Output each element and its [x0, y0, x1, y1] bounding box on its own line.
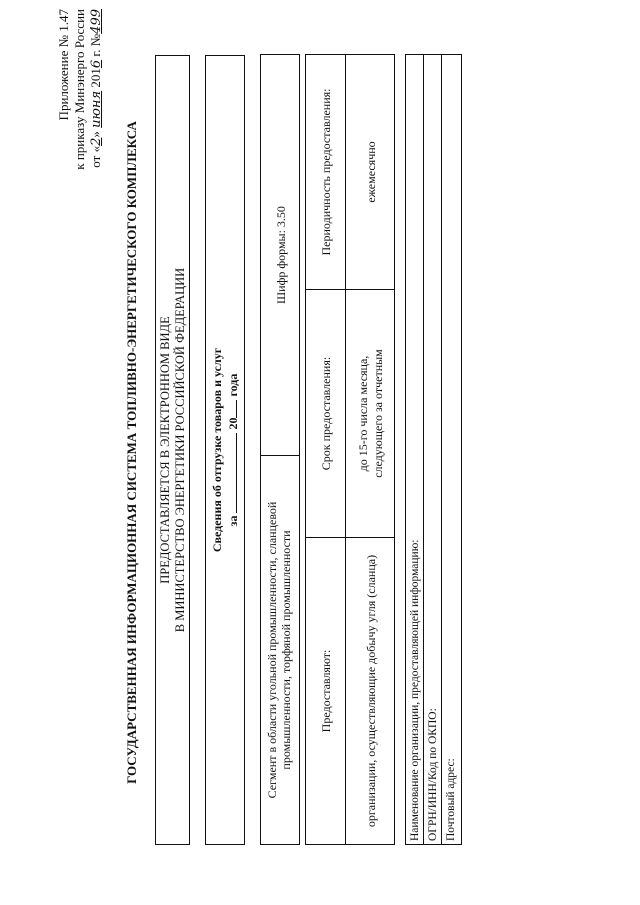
- header-periodicity: Периодичность предоставления:: [305, 54, 345, 290]
- report-title-box: [205, 55, 245, 845]
- postal-address-field: Почтовый адрес:: [445, 758, 457, 841]
- org-codes-field: ОГРН/ИНН/Код по ОКПО:: [424, 55, 442, 844]
- date-mid: »: [88, 127, 103, 138]
- submission-notice-box: [155, 55, 190, 845]
- date-prefix: от «: [88, 145, 103, 168]
- period-year-blank: [225, 400, 237, 418]
- header-providers: Предоставляют:: [305, 538, 345, 845]
- document-title: ГОСУДАРСТВЕННАЯ ИНФОРМАЦИОННАЯ СИСТЕМА ТОПЛИВНО-ЭНЕРГЕТИЧЕСКОГО КОМПЛЕКСА: [124, 121, 139, 784]
- appendix-order: к приказу Минэнерго России: [72, 9, 87, 170]
- period-month-blank: [225, 433, 237, 513]
- handwritten-order-number: 499: [89, 9, 104, 34]
- report-period: [225, 56, 241, 844]
- period-year-prefix: 20: [226, 417, 240, 430]
- value-providers: организации, осуществляющие добычу угля (сланца): [345, 538, 395, 845]
- value-periodicity: ежемесячно: [345, 54, 395, 290]
- provision-table: [305, 54, 395, 845]
- appendix-reference: [56, 9, 105, 209]
- period-suffix: года: [226, 373, 240, 397]
- org-name-field: Наименование организации, предоставляющей информацию:: [406, 55, 424, 844]
- header-deadline: Срок предоставления:: [305, 290, 345, 538]
- handwritten-day: 2: [89, 137, 104, 146]
- handwritten-month: июня: [89, 90, 104, 128]
- form-code-cell: Шифр формы: 3.50: [260, 54, 300, 456]
- handwritten-year-digit: 6: [89, 59, 104, 69]
- submission-notice-line1: ПРЕДОСТАВЛЯЕТСЯ В ЭЛЕКТРОННОМ ВИДЕ: [158, 316, 172, 584]
- number-prefix: г. №: [88, 33, 103, 60]
- year-prefix: 201: [88, 68, 103, 91]
- organization-fields: [405, 54, 462, 845]
- submission-notice-line2: В МИНИСТЕРСТВО ЭНЕРГЕТИКИ РОССИЙСКОЙ ФЕДЕРАЦИИ: [173, 267, 187, 633]
- value-deadline: до 15-го числа месяца, следующего за отчетным: [345, 290, 395, 538]
- appendix-date: [88, 9, 105, 209]
- appendix-number: Приложение № 1.47: [56, 9, 71, 121]
- period-prefix: за: [226, 515, 240, 527]
- report-title: Сведения об отгрузке товаров и услуг: [210, 347, 224, 553]
- segment-cell: Сегмент в области угольной промышленности, сланцевой промышленности, торфяной промышленности: [260, 455, 300, 845]
